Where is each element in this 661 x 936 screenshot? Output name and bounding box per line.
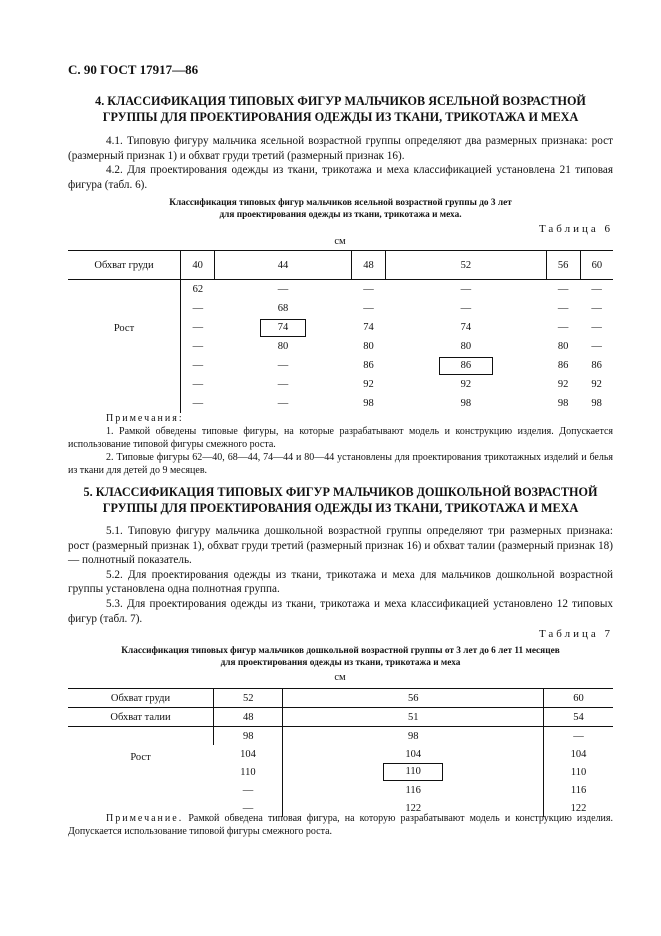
table-7-caption-line-1: Классификация типовых фигур мальчиков дошкольной возрастной группы от 3 лет до 6 лет 11 месяцев [121,646,560,656]
table-cell: — [277,398,289,409]
paragraph-5-2: 5.2. Для проектирования одежды из ткани, трикотажа и меха для мальчиков дошкольной возрастной группы установлена одна полнотная группа. [68,568,613,596]
paragraph-5-1: 5.1. Типовую фигуру мальчика дошкольной возрастной группы определяют три размерных признака: рост (размерный признак 1), обхват груди третий (размерный признак 16) и обхват талии (размерный признак 18) — полнотный показатель. [68,525,613,567]
table-cell [283,763,544,781]
chest-girth-label: Обхват груди [68,251,181,280]
table-cell: 104 [283,745,544,763]
table-cell: 80 [277,341,289,352]
height-label [68,280,181,414]
table-6 [68,250,613,413]
table-cell: — [363,303,374,314]
table-cell: — [591,322,602,333]
table-cell: — [460,284,472,295]
table-cell: — [460,303,472,314]
table-7-label: Таблица 7 [538,628,613,640]
table-6-caption-line-1: Классификация типовых фигур мальчиков ясельной возрастной группы до 3 лет [169,198,512,208]
table-cell: — [242,784,254,796]
table-cell: — [192,379,204,390]
table-7-col-header: 60 [544,689,613,708]
table-cell [215,318,352,337]
table-cell: 110 [240,766,256,778]
section-5-title-line-1: 5. КЛАССИФИКАЦИЯ ТИПОВЫХ ФИГУР МАЛЬЧИКОВ ДОШКОЛЬНОЙ ВОЗРАСТНОЙ [83,485,598,499]
table-6-unit: см [334,236,346,247]
table-7-col-header: 56 [283,689,544,708]
chest-girth-label: Обхват груди [68,689,214,708]
table-7 [68,688,613,817]
section-4-title [68,93,613,125]
height-label-text: Рост [130,751,151,763]
note-1: 1. Рамкой обведены типовые фигуры, на которые разрабатывают модель и конструкцию изделия. Допускается использование типовой фигуры смежного роста. [68,426,613,450]
table-cell: 98 [214,727,283,746]
table-cell: 86 [557,360,569,371]
table-cell: 86 [363,360,374,371]
table-cell: 92 [363,379,374,390]
table-6-notes [68,412,613,477]
table-row [68,727,613,746]
table-cell: — [192,341,204,352]
table-7-col-header: 51 [283,708,544,727]
table-6-caption-line-2: для проектирования одежды из ткани, трикотажа и меха. [219,210,462,220]
table-6-col-header: 56 [546,251,580,280]
table-cell: 92 [591,379,602,390]
height-label-text: Рост [113,323,135,334]
table-cell: — [277,379,289,390]
waist-girth-label: Обхват талии [68,708,214,727]
framed-typical-figure: 86 [439,357,493,375]
table-cell: — [557,322,569,333]
table-cell: 116 [283,781,544,799]
table-cell: — [277,284,289,295]
table-6-col-header: 40 [181,251,215,280]
note-2: 2. Типовые фигуры 62—40, 68—44, 74—44 и 80—44 установлены для проектирования трикотажных изделий и белья из ткани для детей до 9 месяцев. [68,452,613,476]
table-cell: 122 [544,799,613,817]
section-4-title-line-2: ГРУППЫ ДЛЯ ПРОЕКТИРОВАНИЯ ОДЕЖДЫ ИЗ ТКАНИ, ТРИКОТАЖА И МЕХА [102,110,579,124]
table-cell: 86 [591,360,602,371]
table-cell: 80 [460,341,472,352]
section-5-text [68,524,613,626]
table-cell: — [242,802,254,814]
table-7-note [68,812,613,838]
page-header: С. 90 ГОСТ 17917—86 [68,62,199,77]
table-6-header-row [68,251,613,280]
section-5-title-line-2: ГРУППЫ ДЛЯ ПРОЕКТИРОВАНИЯ ОДЕЖДЫ ИЗ ТКАНИ, ТРИКОТАЖА И МЕХА [102,501,579,515]
table-cell: 68 [277,303,289,314]
paragraph-5-3: 5.3. Для проектирования одежды из ткани, трикотажа и меха классификацией установлено 12 типовых фигур (табл. 7). [68,597,613,625]
table-cell: 110 [544,763,613,781]
height-label [68,727,214,818]
table-cell: — [591,341,602,352]
note-paragraph [68,812,613,838]
table-cell: 80 [363,341,374,352]
table-cell: 92 [557,379,569,390]
table-cell: 98 [591,398,602,409]
framed-typical-figure: 74 [260,319,306,337]
section-4-text [68,134,613,192]
table-7-col-header: 48 [214,708,283,727]
table-cell: — [363,284,374,295]
table-6-col-header: 44 [215,251,352,280]
table-row [68,280,613,300]
note-heading: Примечание. [106,813,184,824]
table-cell: 74 [460,322,472,333]
note-text: Рамкой обведена типовая фигура, на которую разрабатывают модель и конструкцию изделия. Допускается использование типовой фигуры смежного роста. [68,813,614,837]
section-5-title [68,484,613,516]
table-6-col-header: 48 [351,251,385,280]
table-cell: — [192,303,204,314]
table-cell: — [544,727,613,746]
table-cell: — [192,322,204,333]
table-cell: — [591,303,602,314]
table-cell: 98 [557,398,569,409]
table-cell: 92 [460,379,472,390]
table-cell: — [591,284,602,295]
table-cell: 104 [544,745,613,763]
table-6-col-header: 60 [580,251,613,280]
table-cell: 98 [283,727,544,746]
table-cell: 62 [192,284,204,295]
table-cell: 104 [240,748,256,760]
table-6-label: Таблица 6 [538,223,613,235]
table-cell: — [557,284,569,295]
section-4-title-line-1: 4. КЛАССИФИКАЦИЯ ТИПОВЫХ ФИГУР МАЛЬЧИКОВ ЯСЕЛЬНОЙ ВОЗРАСТНОЙ [95,94,586,108]
paragraph-4-2: 4.2. Для проектирования одежды из ткани, трикотажа и меха классификацией установлена 21 типовая фигура (табл. 6). [68,164,613,191]
notes-heading: Примечания: [106,413,184,424]
table-7-header-waist [68,708,613,727]
table-cell: 74 [363,322,374,333]
table-7-header-chest [68,689,613,708]
table-cell: — [192,398,204,409]
table-7-col-header: 54 [544,708,613,727]
paragraph-4-1: 4.1. Типовую фигуру мальчика ясельной возрастной группы определяют два размерных признака: рост (размерный признак 1) и обхват груди третий (размерный признак 16). [68,135,613,162]
table-7-unit: см [334,672,346,683]
table-cell [386,356,547,375]
table-cell: — [277,360,289,371]
table-cell: 122 [283,799,544,817]
table-cell: — [192,360,204,371]
table-7-caption-line-2: для проектирования одежды из ткани, трикотажа и меха [220,658,461,668]
table-6-col-header: 52 [386,251,547,280]
table-cell: 116 [544,781,613,799]
table-6-caption [68,197,613,221]
table-cell: 98 [363,398,374,409]
table-7-col-header: 52 [214,689,283,708]
framed-typical-figure: 110 [383,763,443,781]
table-cell: 98 [460,398,472,409]
table-cell: — [557,303,569,314]
table-cell: 80 [557,341,569,352]
table-7-caption [68,645,613,669]
